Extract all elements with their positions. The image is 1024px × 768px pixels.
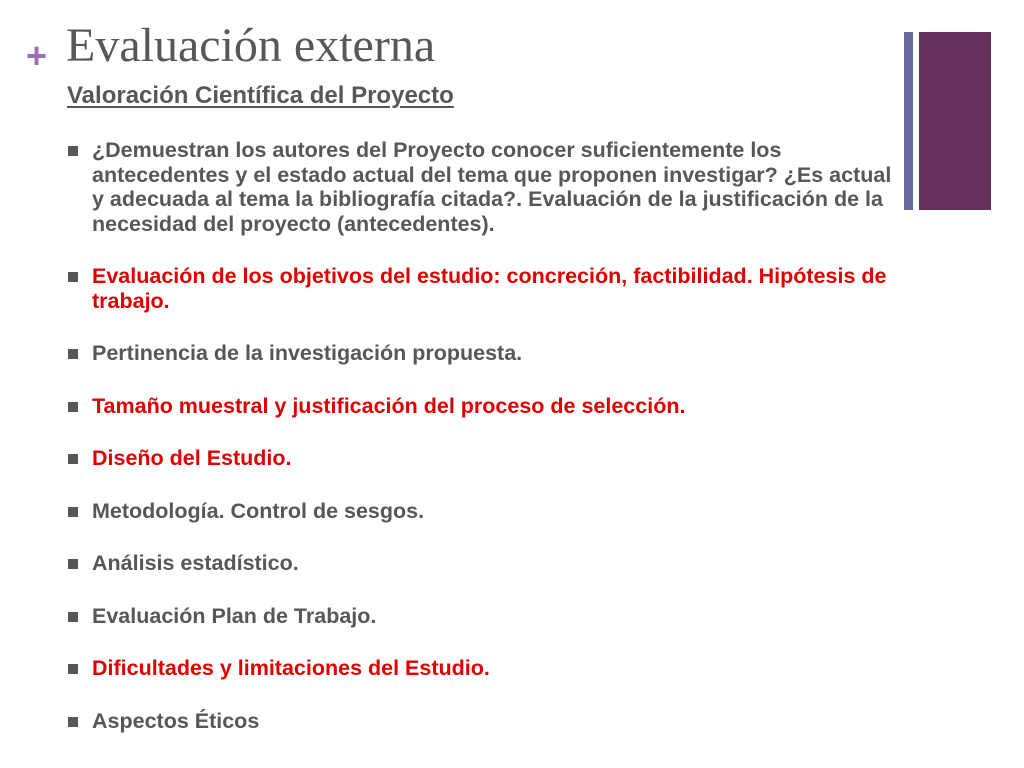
bullet-item bbox=[66, 604, 896, 629]
square-bullet-icon bbox=[68, 612, 78, 622]
bullet-item bbox=[66, 394, 896, 419]
bullet-item bbox=[66, 499, 896, 524]
slide-subtitle: Valoración Científica del Proyecto bbox=[67, 82, 454, 109]
square-bullet-icon bbox=[68, 402, 78, 412]
square-bullet-icon bbox=[68, 349, 78, 359]
bullet-text: Pertinencia de la investigación propuesta. bbox=[92, 341, 523, 365]
decorative-bar-wide bbox=[919, 32, 991, 210]
plus-icon: + bbox=[26, 35, 48, 76]
bullet-text: Tamaño muestral y justificación del proceso de selección. bbox=[92, 393, 686, 418]
decorative-bar-thin bbox=[904, 32, 913, 210]
bullet-text: Metodología. Control de sesgos. bbox=[92, 498, 425, 523]
square-bullet-icon bbox=[68, 717, 78, 727]
bullet-item bbox=[66, 709, 896, 734]
square-bullet-icon bbox=[68, 507, 78, 517]
bullet-item bbox=[66, 551, 896, 576]
bullet-text: Evaluación de los objetivos del estudio: concreción, factibilidad. Hipótesis de trabajo. bbox=[92, 264, 887, 313]
bullet-item bbox=[66, 446, 896, 471]
square-bullet-icon bbox=[68, 146, 78, 156]
bullet-text: Diseño del Estudio. bbox=[92, 446, 292, 470]
square-bullet-icon bbox=[68, 272, 78, 282]
bullet-item bbox=[66, 264, 896, 313]
square-bullet-icon bbox=[68, 559, 78, 569]
bullet-item bbox=[66, 138, 896, 236]
bullet-text: Análisis estadístico. bbox=[92, 551, 299, 575]
bullet-text: Aspectos Éticos bbox=[92, 708, 260, 733]
square-bullet-icon bbox=[68, 664, 78, 674]
bullet-list bbox=[66, 138, 896, 733]
square-bullet-icon bbox=[68, 454, 78, 464]
bullet-text: ¿Demuestran los autores del Proyecto conocer suficientemente los antecedentes y el estado actual del tema que proponen investigar? ¿Es actual y adecuada al tema la bibliografía citada?. Evaluación de la justificación de la necesidad del proyecto (antecedentes). bbox=[92, 138, 892, 236]
slide-title: Evaluación externa bbox=[66, 19, 436, 72]
bullet-item bbox=[66, 656, 896, 681]
bullet-text: Dificultades y limitaciones del Estudio. bbox=[92, 656, 490, 680]
bullet-text: Evaluación Plan de Trabajo. bbox=[92, 603, 377, 628]
bullet-item bbox=[66, 341, 896, 366]
